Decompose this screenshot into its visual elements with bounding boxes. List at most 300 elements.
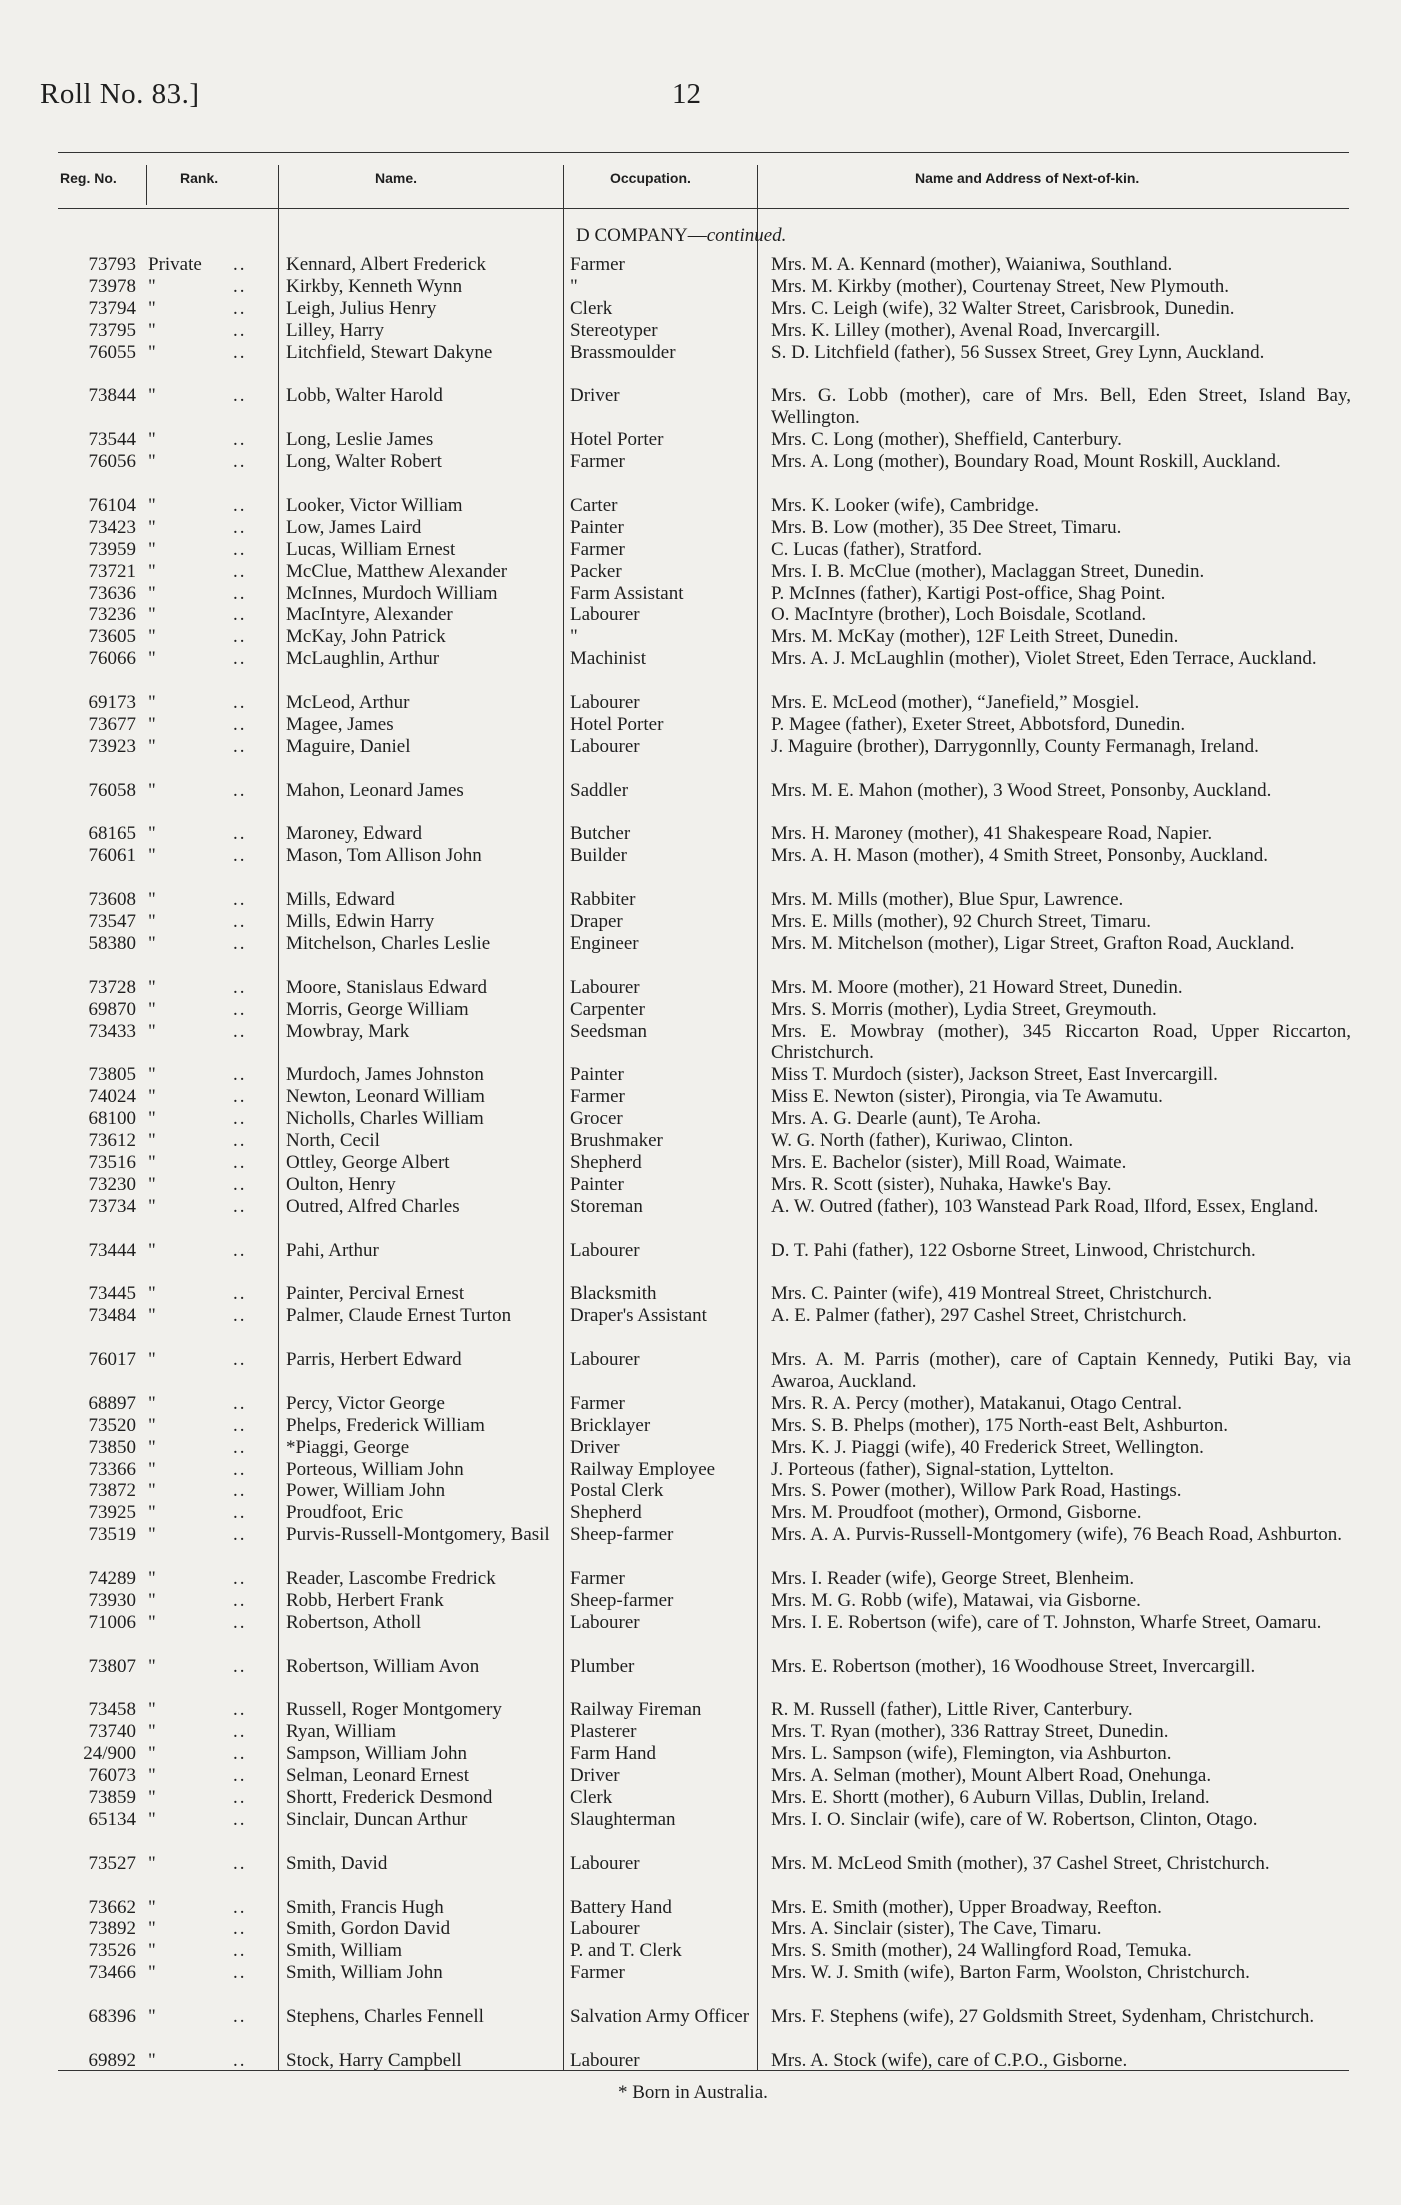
- soldier-name: Long, Leslie James: [286, 429, 434, 451]
- next-of-kin: Mrs. R. A. Percy (mother), Matakanui, Otago Central.: [771, 1392, 1183, 1414]
- reg-number: 76055: [88, 341, 136, 363]
- section-heading: D COMPANY—continued.: [576, 225, 787, 246]
- rank: ": [148, 538, 156, 560]
- soldier-name: Lilley, Harry: [286, 319, 384, 341]
- reg-number: 69892: [88, 2049, 136, 2071]
- reg-number: 73636: [88, 582, 136, 604]
- occupation: Battery Hand: [570, 1896, 672, 1918]
- next-of-kin: Mrs. S. Smith (mother), 24 Wallingford Road, Temuka.: [771, 1940, 1192, 1962]
- leader-dots: ..: [233, 2006, 247, 2027]
- occupation: Plasterer: [570, 1721, 637, 1743]
- occupation: Saddler: [570, 779, 629, 801]
- soldier-name: McInnes, Murdoch William: [286, 582, 498, 604]
- reg-number: 73677: [88, 713, 136, 735]
- soldier-name: Mills, Edward: [286, 889, 395, 911]
- occupation: Labourer: [570, 1349, 640, 1370]
- rank: ": [148, 2049, 156, 2071]
- leader-dots: ..: [233, 1918, 247, 1940]
- leader-dots: ..: [233, 735, 247, 757]
- occupation: Labourer: [570, 1852, 640, 1874]
- soldier-name: Smith, Gordon David: [286, 1918, 451, 1940]
- soldier-name: Pahi, Arthur: [286, 1239, 379, 1261]
- next-of-kin: Mrs. M. McKay (mother), 12F Leith Street, Dunedin.: [771, 626, 1179, 648]
- soldier-name: Oulton, Henry: [286, 1173, 396, 1195]
- occupation: Carter: [570, 494, 618, 516]
- soldier-name: Lucas, William Ernest: [286, 538, 456, 560]
- leader-dots: ..: [233, 1458, 247, 1480]
- leader-dots: ..: [233, 1524, 247, 1546]
- leader-dots: ..: [233, 1852, 247, 1874]
- reg-number: 73519: [88, 1524, 136, 1546]
- rank: ": [148, 516, 156, 538]
- soldier-name: McLeod, Arthur: [286, 692, 410, 713]
- leader-dots: ..: [233, 1655, 247, 1677]
- next-of-kin: Mrs. M. Mitchelson (mother), Ligar Street, Grafton Road, Auckland.: [771, 932, 1295, 954]
- leader-dots: ..: [233, 626, 247, 648]
- next-of-kin: A. W. Outred (father), 103 Wanstead Park Road, Ilford, Essex, England.: [771, 1195, 1319, 1217]
- occupation: Farmer: [570, 1568, 625, 1589]
- reg-number: 73734: [88, 1195, 136, 1217]
- reg-number: 71006: [88, 1611, 136, 1633]
- leader-dots: ..: [233, 341, 247, 363]
- soldier-name: Moore, Stanislaus Edward: [286, 976, 488, 998]
- occupation: Farmer: [570, 1086, 625, 1108]
- reg-number: 73547: [88, 911, 136, 932]
- rank: ": [148, 1283, 156, 1305]
- soldier-name: Shortt, Frederick Desmond: [286, 1787, 493, 1808]
- soldier-name: Leigh, Julius Henry: [286, 297, 437, 319]
- occupation: Farmer: [570, 1962, 625, 1984]
- rank: ": [148, 1940, 156, 1962]
- soldier-name: Newton, Leonard William: [286, 1086, 485, 1108]
- next-of-kin: Mrs. I. O. Sinclair (wife), care of W. Robertson, Clinton, Otago.: [771, 1808, 1258, 1830]
- soldier-name: Mahon, Leonard James: [286, 779, 464, 801]
- leader-dots: ..: [233, 1414, 247, 1436]
- occupation: Seedsman: [570, 1020, 648, 1042]
- page-number: 12: [672, 78, 701, 110]
- footnote: * Born in Australia.: [618, 2082, 768, 2103]
- leader-dots: ..: [233, 889, 247, 911]
- next-of-kin: Mrs. A. A. Purvis-Russell-Montgomery (wife), 76 Beach Road, Ashburton.: [771, 1524, 1343, 1546]
- soldier-name: Smith, David: [286, 1852, 388, 1874]
- occupation: Brushmaker: [570, 1130, 663, 1151]
- soldier-name: Kennard, Albert Frederick: [286, 254, 486, 275]
- soldier-name: Maroney, Edward: [286, 823, 422, 845]
- reg-number: 73230: [88, 1173, 136, 1195]
- soldier-name: McKay, John Patrick: [286, 626, 446, 648]
- rank: ": [148, 1808, 156, 1830]
- next-of-kin: Mrs. K. J. Piaggi (wife), 40 Frederick Street, Wellington.: [771, 1436, 1204, 1458]
- rank: ": [148, 998, 156, 1020]
- occupation: Farmer: [570, 451, 625, 473]
- occupation: Railway Fireman: [570, 1699, 702, 1721]
- soldier-name: Nicholls, Charles William: [286, 1108, 484, 1130]
- rank: ": [148, 911, 156, 932]
- rank: ": [148, 1896, 156, 1918]
- occupation: Labourer: [570, 2049, 640, 2071]
- next-of-kin: Miss T. Murdoch (sister), Jackson Street, East Invercargill.: [771, 1064, 1218, 1086]
- reg-number: 73925: [88, 1502, 136, 1524]
- reg-number: 73433: [88, 1020, 136, 1042]
- next-of-kin: Mrs. M. Proudfoot (mother), Ormond, Gisborne.: [771, 1502, 1142, 1524]
- occupation: Draper's Assistant: [570, 1305, 707, 1327]
- reg-number: 73612: [88, 1130, 136, 1151]
- header-rule-top: [58, 152, 1349, 153]
- rank: ": [148, 297, 156, 319]
- rank: ": [148, 1765, 156, 1787]
- occupation: Farmer: [570, 1392, 625, 1414]
- leader-dots: ..: [233, 1940, 247, 1962]
- occupation: Draper: [570, 911, 623, 932]
- reg-number: 73794: [88, 297, 136, 319]
- next-of-kin: Mrs. E. Smith (mother), Upper Broadway, Reefton.: [771, 1896, 1162, 1918]
- soldier-name: Mitchelson, Charles Leslie: [286, 932, 491, 954]
- soldier-name: Outred, Alfred Charles: [286, 1195, 460, 1217]
- leader-dots: ..: [233, 692, 247, 713]
- soldier-name: Mason, Tom Allison John: [286, 845, 482, 867]
- rank: ": [148, 626, 156, 648]
- rank: ": [148, 1414, 156, 1436]
- leader-dots: ..: [233, 1151, 247, 1173]
- rank: ": [148, 494, 156, 516]
- occupation: Builder: [570, 845, 627, 867]
- soldier-name: McLaughlin, Arthur: [286, 648, 440, 670]
- soldier-name: McClue, Matthew Alexander: [286, 560, 508, 582]
- reg-number: 73458: [88, 1699, 136, 1721]
- column-divider: [278, 165, 279, 2070]
- rank: ": [148, 1502, 156, 1524]
- leader-dots: ..: [233, 1721, 247, 1743]
- next-of-kin: J. Porteous (father), Signal-station, Lyttelton.: [771, 1458, 1115, 1480]
- soldier-name: Kirkby, Kenneth Wynn: [286, 275, 463, 297]
- leader-dots: ..: [233, 998, 247, 1020]
- soldier-name: MacIntyre, Alexander: [286, 604, 453, 626]
- soldier-name: Palmer, Claude Ernest Turton: [286, 1305, 512, 1327]
- next-of-kin: Mrs. A. Sinclair (sister), The Cave, Timaru.: [771, 1918, 1102, 1940]
- leader-dots: ..: [233, 1765, 247, 1787]
- rank: ": [148, 1918, 156, 1940]
- reg-number: 73805: [88, 1064, 136, 1086]
- soldier-name: Looker, Victor William: [286, 494, 463, 516]
- occupation: Engineer: [570, 932, 639, 954]
- reg-number: 73662: [88, 1896, 136, 1918]
- reg-number: 73721: [88, 560, 136, 582]
- occupation: Shepherd: [570, 1151, 642, 1173]
- reg-number: 73930: [88, 1589, 136, 1611]
- soldier-name: Smith, Francis Hugh: [286, 1896, 444, 1918]
- occupation: Storeman: [570, 1195, 643, 1217]
- occupation: Clerk: [570, 297, 613, 319]
- next-of-kin: Mrs. M. McLeod Smith (mother), 37 Cashel Street, Christchurch.: [771, 1852, 1270, 1874]
- rank: ": [148, 275, 156, 297]
- rank: ": [148, 1568, 156, 1589]
- soldier-name: Magee, James: [286, 713, 394, 735]
- leader-dots: ..: [233, 1699, 247, 1721]
- rank: ": [148, 1524, 156, 1546]
- soldier-name: Robertson, William Avon: [286, 1655, 480, 1677]
- soldier-name: Painter, Percival Ernest: [286, 1283, 465, 1305]
- occupation: Farmer: [570, 254, 625, 275]
- occupation: Clerk: [570, 1787, 613, 1808]
- next-of-kin: Mrs. C. Long (mother), Sheffield, Canterbury.: [771, 429, 1122, 451]
- rank: ": [148, 1020, 156, 1042]
- next-of-kin: Mrs. T. Ryan (mother), 336 Rattray Street, Dunedin.: [771, 1721, 1169, 1743]
- reg-number: 73445: [88, 1283, 136, 1305]
- leader-dots: ..: [233, 1392, 247, 1414]
- occupation: Grocer: [570, 1108, 623, 1130]
- occupation: Salvation Army Officer: [570, 2006, 750, 2027]
- rank: ": [148, 604, 156, 626]
- next-of-kin: Mrs. E. Bachelor (sister), Mill Road, Waimate.: [771, 1151, 1127, 1173]
- roll-number: Roll No. 83.]: [40, 78, 200, 110]
- rank: ": [148, 560, 156, 582]
- next-of-kin: Mrs. F. Stephens (wife), 27 Goldsmith Street, Sydenham, Christchurch.: [771, 2006, 1315, 2027]
- leader-dots: ..: [233, 1108, 247, 1130]
- occupation: Painter: [570, 1064, 624, 1086]
- rank: ": [148, 1195, 156, 1217]
- occupation: Labourer: [570, 604, 640, 626]
- reg-number: 68897: [88, 1392, 136, 1414]
- reg-number: 69173: [88, 692, 136, 713]
- next-of-kin: Mrs. C. Painter (wife), 419 Montreal Street, Christchurch.: [771, 1283, 1213, 1305]
- reg-number: 73844: [88, 385, 136, 407]
- rank: ": [148, 582, 156, 604]
- header-rule-bottom: [58, 208, 1349, 209]
- soldier-name: Parris, Herbert Edward: [286, 1349, 462, 1370]
- next-of-kin: Mrs. K. Lilley (mother), Avenal Road, Invercargill.: [771, 319, 1161, 341]
- soldier-name: Sampson, William John: [286, 1743, 467, 1765]
- occupation: Carpenter: [570, 998, 645, 1020]
- reg-number: 24/900: [83, 1743, 136, 1765]
- reg-number: 73366: [88, 1458, 136, 1480]
- leader-dots: ..: [233, 1064, 247, 1086]
- next-of-kin: O. MacIntyre (brother), Loch Boisdale, Scotland.: [771, 604, 1147, 626]
- soldier-name: Smith, William John: [286, 1962, 443, 1984]
- soldier-name: North, Cecil: [286, 1130, 380, 1151]
- rank: ": [148, 341, 156, 363]
- next-of-kin: Mrs. A. G. Dearle (aunt), Te Aroha.: [771, 1108, 1042, 1130]
- rank: ": [148, 1721, 156, 1743]
- rank: ": [148, 1239, 156, 1261]
- rank: ": [148, 1852, 156, 1874]
- occupation: Bricklayer: [570, 1414, 651, 1436]
- occupation: Driver: [570, 385, 620, 407]
- next-of-kin: Mrs. I. Reader (wife), George Street, Blenheim.: [771, 1568, 1135, 1589]
- soldier-name: Proudfoot, Eric: [286, 1502, 404, 1524]
- leader-dots: ..: [233, 1173, 247, 1195]
- column-divider: [146, 165, 147, 205]
- rank: Private: [148, 254, 202, 275]
- leader-dots: ..: [233, 385, 247, 407]
- leader-dots: ..: [233, 1020, 247, 1042]
- soldier-name: Litchfield, Stewart Dakyne: [286, 341, 493, 363]
- reg-number: 76073: [88, 1765, 136, 1787]
- soldier-name: Stephens, Charles Fennell: [286, 2006, 484, 2027]
- soldier-name: Smith, William: [286, 1940, 403, 1962]
- next-of-kin: Mrs. M. Moore (mother), 21 Howard Street, Dunedin.: [771, 976, 1183, 998]
- leader-dots: ..: [233, 451, 247, 473]
- soldier-name: Sinclair, Duncan Arthur: [286, 1808, 468, 1830]
- next-of-kin: Mrs. I. E. Robertson (wife), care of T. Johnston, Wharfe Street, Oamaru.: [771, 1611, 1322, 1633]
- reg-number: 58380: [88, 932, 136, 954]
- soldier-name: Power, William John: [286, 1480, 446, 1502]
- leader-dots: ..: [233, 1086, 247, 1108]
- rank: ": [148, 735, 156, 757]
- next-of-kin: Mrs. M. A. Kennard (mother), Waianiwa, Southland.: [771, 254, 1173, 275]
- occupation: Labourer: [570, 735, 640, 757]
- next-of-kin: Mrs. H. Maroney (mother), 41 Shakespeare Road, Napier.: [771, 823, 1213, 845]
- occupation: Labourer: [570, 1611, 640, 1633]
- occupation: Plumber: [570, 1655, 635, 1677]
- leader-dots: ..: [233, 823, 247, 845]
- rank: ": [148, 1743, 156, 1765]
- next-of-kin: Mrs. A. Long (mother), Boundary Road, Mount Roskill, Auckland.: [771, 451, 1281, 473]
- leader-dots: ..: [233, 1743, 247, 1765]
- rank: ": [148, 385, 156, 407]
- rank: ": [148, 1151, 156, 1173]
- leader-dots: ..: [233, 604, 247, 626]
- soldier-name: Low, James Laird: [286, 516, 422, 538]
- rank: ": [148, 889, 156, 911]
- next-of-kin: W. G. North (father), Kuriwao, Clinton.: [771, 1130, 1074, 1151]
- occupation: Stereotyper: [570, 319, 658, 341]
- occupation: Packer: [570, 560, 622, 582]
- rank: ": [148, 713, 156, 735]
- leader-dots: ..: [233, 648, 247, 670]
- reg-number: 73423: [88, 516, 136, 538]
- reg-number: 73892: [88, 1918, 136, 1940]
- leader-dots: ..: [233, 1480, 247, 1502]
- occupation: Butcher: [570, 823, 631, 845]
- occupation: Painter: [570, 516, 624, 538]
- soldier-name: Morris, George William: [286, 998, 469, 1020]
- reg-number: 73740: [88, 1721, 136, 1743]
- rank: ": [148, 1349, 156, 1370]
- leader-dots: ..: [233, 911, 247, 932]
- occupation: ": [570, 626, 578, 648]
- next-of-kin: Mrs. M. E. Mahon (mother), 3 Wood Street, Ponsonby, Auckland.: [771, 779, 1272, 801]
- rank: ": [148, 1173, 156, 1195]
- leader-dots: ..: [233, 1195, 247, 1217]
- rank: ": [148, 1611, 156, 1633]
- rank: ": [148, 1699, 156, 1721]
- next-of-kin: Mrs. A. M. Parris (mother), care of Captain Kennedy, Putiki Bay, via Awaroa, Auckland.: [771, 1349, 1351, 1392]
- next-of-kin: Mrs. A. J. McLaughlin (mother), Violet Street, Eden Terrace, Auckland.: [771, 648, 1317, 670]
- next-of-kin: Mrs. I. B. McClue (mother), Maclaggan Street, Dunedin.: [771, 560, 1205, 582]
- rank: ": [148, 1787, 156, 1808]
- next-of-kin: Mrs. M. Mills (mother), Blue Spur, Lawrence.: [771, 889, 1124, 911]
- leader-dots: ..: [233, 2049, 247, 2071]
- occupation: Hotel Porter: [570, 429, 664, 451]
- next-of-kin: Miss E. Newton (sister), Pirongia, via Te Awamutu.: [771, 1086, 1163, 1108]
- rank: ": [148, 1655, 156, 1677]
- reg-number: 73544: [88, 429, 136, 451]
- next-of-kin: R. M. Russell (father), Little River, Canterbury.: [771, 1699, 1133, 1721]
- rank: ": [148, 1480, 156, 1502]
- rank: ": [148, 845, 156, 867]
- leader-dots: ..: [233, 1962, 247, 1984]
- reg-number: 74024: [88, 1086, 136, 1108]
- reg-number: 73923: [88, 735, 136, 757]
- rank: ": [148, 976, 156, 998]
- next-of-kin: Mrs. R. Scott (sister), Nuhaka, Hawke's Bay.: [771, 1173, 1112, 1195]
- next-of-kin: Mrs. S. Power (mother), Willow Park Road, Hastings.: [771, 1480, 1182, 1502]
- occupation: Sheep-farmer: [570, 1524, 674, 1546]
- occupation: Machinist: [570, 648, 646, 670]
- next-of-kin: Mrs. M. G. Robb (wife), Matawai, via Gisborne.: [771, 1589, 1141, 1611]
- rank: ": [148, 1086, 156, 1108]
- occupation: Farm Assistant: [570, 582, 684, 604]
- soldier-name: Robertson, Atholl: [286, 1611, 422, 1633]
- next-of-kin: P. McInnes (father), Kartigi Post-office, Shag Point.: [771, 582, 1166, 604]
- soldier-name: Reader, Lascombe Fredrick: [286, 1568, 496, 1589]
- reg-number: 73795: [88, 319, 136, 341]
- reg-number: 76066: [88, 648, 136, 670]
- soldier-name: Russell, Roger Montgomery: [286, 1699, 502, 1721]
- leader-dots: ..: [233, 1130, 247, 1151]
- reg-number: 73850: [88, 1436, 136, 1458]
- rank: ": [148, 648, 156, 670]
- reg-number: 65134: [88, 1808, 136, 1830]
- occupation: Labourer: [570, 1239, 640, 1261]
- reg-number: 73526: [88, 1940, 136, 1962]
- rank: ": [148, 429, 156, 451]
- soldier-name: Long, Walter Robert: [286, 451, 442, 473]
- soldier-name: Mills, Edwin Harry: [286, 911, 435, 932]
- leader-dots: ..: [233, 1436, 247, 1458]
- rank: ": [148, 319, 156, 341]
- next-of-kin: Mrs. W. J. Smith (wife), Barton Farm, Woolston, Christchurch.: [771, 1962, 1250, 1984]
- rank: ": [148, 1130, 156, 1151]
- leader-dots: ..: [233, 582, 247, 604]
- occupation: Driver: [570, 1765, 620, 1787]
- soldier-name: Ryan, William: [286, 1721, 397, 1743]
- next-of-kin: Mrs. S. B. Phelps (mother), 175 North-east Belt, Ashburton.: [771, 1414, 1229, 1436]
- reg-number: 68100: [88, 1108, 136, 1130]
- reg-number: 76104: [88, 494, 136, 516]
- rank: ": [148, 1589, 156, 1611]
- leader-dots: ..: [233, 976, 247, 998]
- leader-dots: ..: [233, 1808, 247, 1830]
- next-of-kin: Mrs. E. Mowbray (mother), 345 Riccarton Road, Upper Riccarton, Christchurch.: [771, 1020, 1351, 1064]
- occupation: Painter: [570, 1173, 624, 1195]
- leader-dots: ..: [233, 1283, 247, 1305]
- reg-number: 73872: [88, 1480, 136, 1502]
- reg-number: 74289: [88, 1568, 136, 1589]
- leader-dots: ..: [233, 845, 247, 867]
- next-of-kin: Mrs. A. Selman (mother), Mount Albert Road, Onehunga.: [771, 1765, 1212, 1787]
- next-of-kin: Mrs. G. Lobb (mother), care of Mrs. Bell, Eden Street, Island Bay, Wellington.: [771, 385, 1351, 429]
- rank: ": [148, 1108, 156, 1130]
- reg-number: 73978: [88, 275, 136, 297]
- reg-number: 76056: [88, 451, 136, 473]
- next-of-kin: Mrs. K. Looker (wife), Cambridge.: [771, 494, 1040, 516]
- next-of-kin: Mrs. E. Robertson (mother), 16 Woodhouse Street, Invercargill.: [771, 1655, 1256, 1677]
- next-of-kin: Mrs. B. Low (mother), 35 Dee Street, Timaru.: [771, 516, 1122, 538]
- column-header-occupation: Occupation.: [610, 170, 691, 186]
- soldier-name: Ottley, George Albert: [286, 1151, 450, 1173]
- reg-number: 73608: [88, 889, 136, 911]
- section-suffix: continued.: [706, 225, 787, 246]
- reg-number: 68396: [88, 2006, 136, 2027]
- reg-number: 73466: [88, 1962, 136, 1984]
- reg-number: 73605: [88, 626, 136, 648]
- next-of-kin: A. E. Palmer (father), 297 Cashel Street, Christchurch.: [771, 1305, 1187, 1327]
- leader-dots: ..: [233, 1787, 247, 1808]
- leader-dots: ..: [233, 1349, 247, 1370]
- leader-dots: ..: [233, 1239, 247, 1261]
- occupation: Labourer: [570, 1918, 640, 1940]
